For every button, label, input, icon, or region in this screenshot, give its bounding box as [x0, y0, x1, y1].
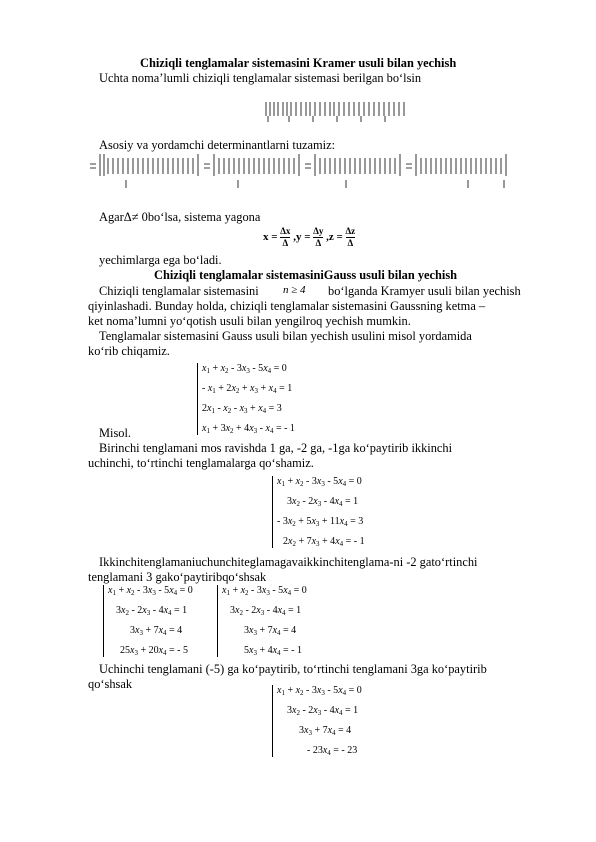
paragraph-solutions: yechimlarga ega bo‘ladi.	[99, 253, 222, 267]
paragraph-intro: Uchta noma’lumli chiziqli tenglamalar sistemasi berilgan bo‘lsin	[99, 71, 422, 85]
equation: $2x_2 + 7x_3 + 4x_4$ = - 1	[283, 536, 365, 548]
equation: - $x_1 + 2x_2 + x_3 + x_4 = 1$	[202, 383, 293, 395]
paragraph-gauss-l3: ket noma’lumni yo‘qotish usuli bilan yengilroq yechish mumkin.	[88, 314, 411, 328]
x-equals: x =	[263, 231, 278, 244]
equation: $3x_2 - 2x_3 - 4x_4 = 1$	[116, 605, 188, 617]
condition-n: n ≥ 4	[283, 284, 306, 296]
equation: $3x_2 - 2x_3 - 4x_4 = 1$	[287, 705, 359, 717]
system-formula-image	[263, 98, 408, 124]
paragraph-example-l2: ko‘rib chiqamiz.	[88, 344, 170, 358]
fraction-y: $\frac{\Delta y}{\Delta}$	[313, 226, 324, 248]
paragraph-step1-l1: Birinchi tenglamani mos ravishda 1 ga, -2 ga, -1ga ko‘paytirib ikkinchi	[99, 441, 453, 455]
paragraph-gauss-l1b: bo‘lganda Kramyer usuli bilan yechish	[328, 284, 521, 298]
paragraph-gauss-l2: qiyinlashadi. Bunday holda, chiziqli tenglamalar sistemasini Gaussning ketma –	[88, 299, 486, 313]
paragraph-step3-l2: qo‘shsak	[88, 677, 133, 691]
equation: $2x_1 - x_2 - x_3 + x_4 = 3$	[202, 403, 282, 415]
paragraph-example-l1: Tenglamalar sistemasini Gauss usuli bilan yechish usulini misol yordamida	[99, 329, 472, 343]
equation: $25x_3 + 20x_4$ = - 5	[120, 645, 189, 657]
system-step1	[277, 473, 365, 553]
equation: $3x_2 - 2x_3 - 4x_4 = 1$	[287, 496, 359, 508]
equation: $x_1 + x_2 - 3x_3 - 5x_4 = 0$	[222, 585, 307, 597]
equation: $x_1 + x_2 - 3x_3 - 5x_4 = 0$	[277, 476, 362, 488]
equation: - $23x_4$ = - 23	[307, 745, 358, 757]
brace-sys3	[272, 685, 273, 757]
equation: $3x_2 - 2x_3 - 4x_4 = 1$	[230, 605, 302, 617]
paragraph-step3-l1: Uchinchi tenglamani (-5) ga ko‘paytirib, to‘rtinchi tenglamani 3ga ko‘paytirib	[99, 662, 487, 676]
equation: $x_1 + x_2 - 3x_3 - 5x_4 = 0$	[202, 363, 287, 375]
determinant-formulas-image	[88, 152, 512, 192]
z-equals: ,z =	[326, 231, 343, 244]
heading-gauss: Chiziqli tenglamalar sistemasiniGauss usuli bilan yechish	[154, 268, 458, 282]
system-original	[202, 360, 295, 440]
brace-sys2b	[217, 585, 218, 657]
equation: - $3x_2 + 5x_3 + 11x_4 = 3$	[277, 516, 364, 528]
equation: $3x_3 + 7x_4 = 4$	[130, 625, 183, 637]
equation: $x_1 + x_2 - 3x_3 - 5x_4 = 0$	[108, 585, 193, 597]
equation: $3x_3 + 7x_4 = 4$	[244, 625, 297, 637]
equation: $x_1 + 3x_2 + 4x_3 - x_4$ = - 1	[202, 423, 295, 435]
system-step2b	[222, 582, 307, 662]
equation: $5x_3 + 4x_4$ = - 1	[244, 645, 303, 657]
equation: $3x_3 + 7x_4 = 4$	[299, 725, 352, 737]
paragraph-condition: AgarΔ≠ 0bo‘lsa, sistema yagona	[99, 210, 261, 224]
paragraph-step2-l1: Ikkinchitenglamaniuchunchiteglamagavaikkinchitenglama-ni -2 gato‘rtinchi	[99, 555, 478, 569]
paragraph-step2-l2: tenglamani 3 gako‘paytiribqo‘shsak	[88, 570, 267, 584]
heading-kramer: Chiziqli tenglamalar sistemasini Kramer usuli bilan yechish	[140, 56, 457, 70]
equation: $x_1 + x_2 - 3x_3 - 5x_4 = 0$	[277, 685, 362, 697]
cramer-formulas	[263, 226, 355, 249]
system-step2a	[108, 582, 193, 662]
fraction-x: $\frac{\Delta x}{\Delta}$	[280, 226, 291, 248]
brace-sys0	[197, 363, 198, 435]
paragraph-gauss-l1a: Chiziqli tenglamalar sistemasini	[99, 284, 259, 298]
paragraph-step1-l2: uchinchi, to‘rtinchi tenglamalarga qo‘shamiz.	[88, 456, 314, 470]
system-step3	[277, 682, 362, 762]
label-misol: Misol.	[99, 426, 132, 440]
brace-sys2a	[103, 585, 104, 657]
paragraph-determinants: Asosiy va yordamchi determinantlarni tuzamiz:	[99, 138, 336, 152]
y-equals: ,y =	[293, 231, 311, 244]
brace-sys1	[272, 476, 273, 548]
fraction-z: $\frac{\Delta z}{\Delta}$	[345, 226, 356, 248]
